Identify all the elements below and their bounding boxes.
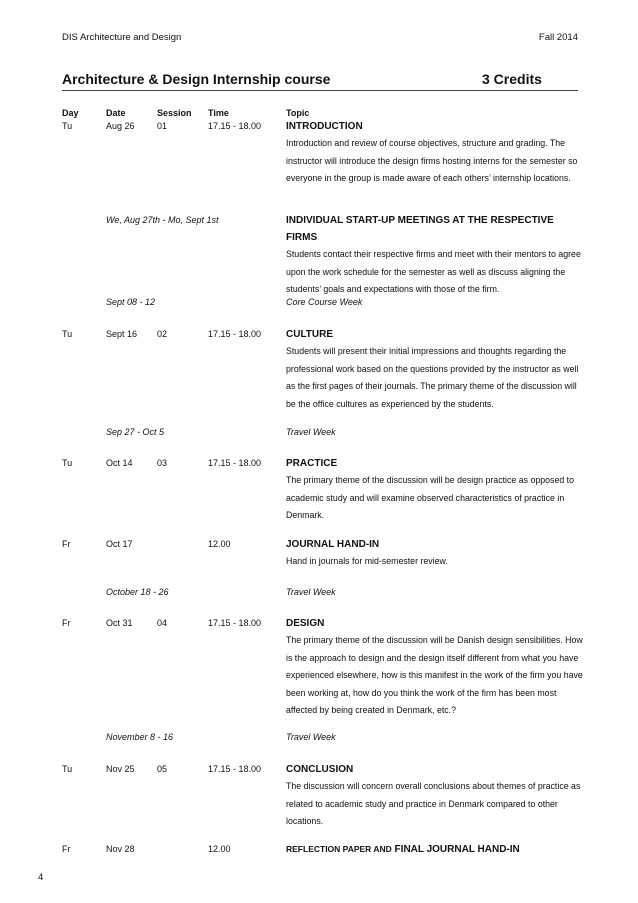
row-date: Oct 14 xyxy=(106,458,133,468)
row-day: Tu xyxy=(62,121,73,131)
row-topic xyxy=(286,584,586,601)
page-number: 4 xyxy=(38,872,44,883)
row-session: 04 xyxy=(157,618,168,628)
topic-title xyxy=(286,841,586,858)
topic-description: The primary theme of the discussion will be Danish design sensibilities. How is the approach to design and the design itself different from what you have experienced elsewhere, how is this manifest in the work of the firm you have been working at, how do you think the work of the firm has been most affected by being created in Denmark, etc.? xyxy=(286,635,583,715)
column-header-date: Date xyxy=(106,108,126,118)
row-time: 17.15 - 18.00 xyxy=(208,764,262,774)
row-topic xyxy=(286,615,586,720)
row-session: 01 xyxy=(157,121,168,131)
row-time: 12.00 xyxy=(208,539,231,549)
column-header-session: Session xyxy=(157,108,192,118)
topic-description: Students contact their respective firms and meet with their mentors to agree upon the work schedule for the semester as well as discuss aligning the students’ goals and expectations with those of the firm. xyxy=(286,249,581,294)
row-topic xyxy=(286,455,586,525)
row-topic xyxy=(286,212,586,299)
topic-title: CONCLUSION xyxy=(286,764,354,775)
topic-title-main: FINAL JOURNAL HAND-IN xyxy=(391,844,520,855)
topic-description: The discussion will concern overall conclusions about themes of practice as related to academic study and practice in Denmark compared to other locations. xyxy=(286,781,581,826)
row-date-range: Sep 27 - Oct 5 xyxy=(106,427,165,437)
topic-title: Travel Week xyxy=(286,587,336,597)
topic-description: Students will present their initial impressions and thoughts regarding the professional work based on the questions provided by the instructor as well as the first pages of their journals. The primary theme of the discussion will be the office cultures as experienced by the students. xyxy=(286,346,579,409)
row-session: 02 xyxy=(157,329,168,339)
row-date: Oct 17 xyxy=(106,539,133,549)
topic-title: JOURNAL HAND-IN xyxy=(286,539,380,550)
topic-description: Hand in journals for mid-semester review. xyxy=(286,556,448,566)
topic-title-prefix: REFLECTION PAPER AND xyxy=(286,844,392,854)
row-day: Fr xyxy=(62,844,71,854)
credits-label: 3 Credits xyxy=(482,71,542,87)
column-header-day: Day xyxy=(62,108,79,118)
row-date-range: We, Aug 27th - Mo, Sept 1st xyxy=(106,215,219,225)
row-time: 17.15 - 18.00 xyxy=(208,458,262,468)
row-topic xyxy=(286,536,586,571)
column-header-time: Time xyxy=(208,108,229,118)
row-topic xyxy=(286,118,586,188)
row-day: Tu xyxy=(62,458,73,468)
topic-title: INTRODUCTION xyxy=(286,121,363,132)
row-date: Nov 28 xyxy=(106,844,135,854)
row-time: 17.15 - 18.00 xyxy=(208,618,262,628)
row-topic xyxy=(286,761,586,831)
title-divider xyxy=(62,90,578,91)
row-topic xyxy=(286,841,586,858)
topic-description: Introduction and review of course objectives, structure and grading. The instructor will introduce the design firms hosting interns for the semester so everyone in the group is made aware of each others’ internship locations. xyxy=(286,138,578,183)
document-header-left: DIS Architecture and Design xyxy=(62,32,182,43)
topic-title: Travel Week xyxy=(286,732,336,742)
row-session: 05 xyxy=(157,764,168,774)
row-day: Tu xyxy=(62,764,73,774)
row-topic xyxy=(286,294,586,311)
topic-title: INDIVIDUAL START-UP MEETINGS AT THE RESPECTIVE FIRMS xyxy=(286,215,554,243)
row-date-range: October 18 - 26 xyxy=(106,587,169,597)
row-date: Nov 25 xyxy=(106,764,135,774)
row-date-range: November 8 - 16 xyxy=(106,732,174,742)
topic-title: PRACTICE xyxy=(286,458,338,469)
document-header-right: Fall 2014 xyxy=(538,32,578,43)
topic-title: CULTURE xyxy=(286,329,334,340)
topic-title: Travel Week xyxy=(286,427,336,437)
row-time: 17.15 - 18.00 xyxy=(208,121,262,131)
topic-title: Core Course Week xyxy=(286,297,363,307)
topic-title: DESIGN xyxy=(286,618,325,629)
row-day: Tu xyxy=(62,329,73,339)
page-title: Architecture & Design Internship course xyxy=(62,71,331,87)
row-topic xyxy=(286,424,586,441)
row-date: Oct 31 xyxy=(106,618,133,628)
row-time: 17.15 - 18.00 xyxy=(208,329,262,339)
row-topic xyxy=(286,729,586,746)
row-day: Fr xyxy=(62,539,71,549)
row-date: Aug 26 xyxy=(106,121,135,131)
row-date-range: Sept 08 - 12 xyxy=(106,297,156,307)
row-session: 03 xyxy=(157,458,168,468)
topic-description: The primary theme of the discussion will be design practice as opposed to academic study and will examine observed characteristics of practice in Denmark. xyxy=(286,475,575,520)
row-topic xyxy=(286,326,586,413)
row-day: Fr xyxy=(62,618,71,628)
column-header-topic: Topic xyxy=(286,108,310,118)
row-time: 12.00 xyxy=(208,844,231,854)
row-date: Sept 16 xyxy=(106,329,138,339)
